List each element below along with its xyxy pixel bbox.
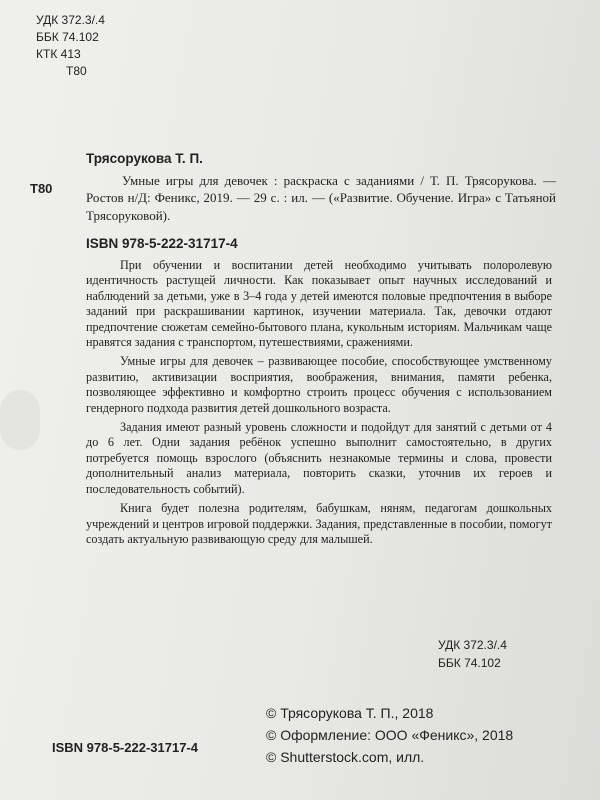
ktk-code: КТК 413 <box>36 47 81 61</box>
abstract-paragraph: Книга будет полезна родителям, бабушкам, няням, педагогам дошкольных учреждений и центров игровой поддержки. Задания, представленные в пособии, помогут создать актуальную развивающую среду для малышей. <box>86 501 552 546</box>
bleed-through-shape <box>0 390 40 450</box>
udk-code: УДК 372.3/.4 <box>36 13 105 27</box>
side-author-mark: Т80 <box>30 181 53 196</box>
isbn-bottom: ISBN 978-5-222-31717-4 <box>52 740 198 755</box>
abstract-paragraph: При обучении и воспитании детей необходимо учитывать полоролевую идентичность растущей личности. Как показывает опыт научных исследований и наблюдений за детьми, уже в 3–4 года у детей имеются половые предпочтения в выборе заданий при раскрашивании картинок, изучении материала. Так, девочки отдают предпочтение сюжетам семейно-бытового плана, кукольным историям. Мальчикам чаще нравятся задания с транспортом, путешествиями, сражениями. <box>86 258 552 350</box>
bbk-code: ББК 74.102 <box>438 656 501 670</box>
bibliographic-record <box>86 150 556 224</box>
author-mark: Т80 <box>66 64 87 78</box>
abstract-paragraph: Задания имеют разный уровень сложности и подойдут для занятий с детьми от 4 до 6 лет. Одни задания ребёнок успешно выполнит самостоятельно, в других потребуется помощь взрослого (объяснить незнакомые термины и слова, провести дополнительный анализ материала, повторить сказки, уточнив их героев и последовательность событий). <box>86 420 552 496</box>
author-heading: Трясорукова Т. П. <box>86 151 203 166</box>
abstract <box>86 258 552 551</box>
copyright-line: © Оформление: ООО «Феникс», 2018 <box>266 727 514 743</box>
isbn-main: ISBN 978-5-222-31717-4 <box>86 236 238 251</box>
bibliographic-description: Умные игры для девочек : раскраска с заданиями / Т. П. Трясорукова. — Ростов н/Д: Феникс, 2019. — 29 с. : ил. — («Развитие. Обучение. Игра» с Татьяной Трясоруковой). <box>86 172 556 223</box>
udk-code: УДК 372.3/.4 <box>438 638 507 652</box>
abstract-paragraph: Умные игры для девочек – развивающее пособие, способствующее умственному развитию, активизации восприятия, воображения, внимания, памяти ребенка, позволяющее эффективно и комфортно строить процесс обучения с использованием гендерного подхода развития детей дошкольного возраста. <box>86 354 552 415</box>
copyright-line: © Трясорукова Т. П., 2018 <box>266 705 434 721</box>
bottom-classification-codes <box>438 636 507 672</box>
classification-codes <box>36 12 105 80</box>
copyright-block <box>266 702 513 768</box>
copyright-line: © Shutterstock.com, илл. <box>266 749 425 765</box>
bbk-code: ББК 74.102 <box>36 30 99 44</box>
